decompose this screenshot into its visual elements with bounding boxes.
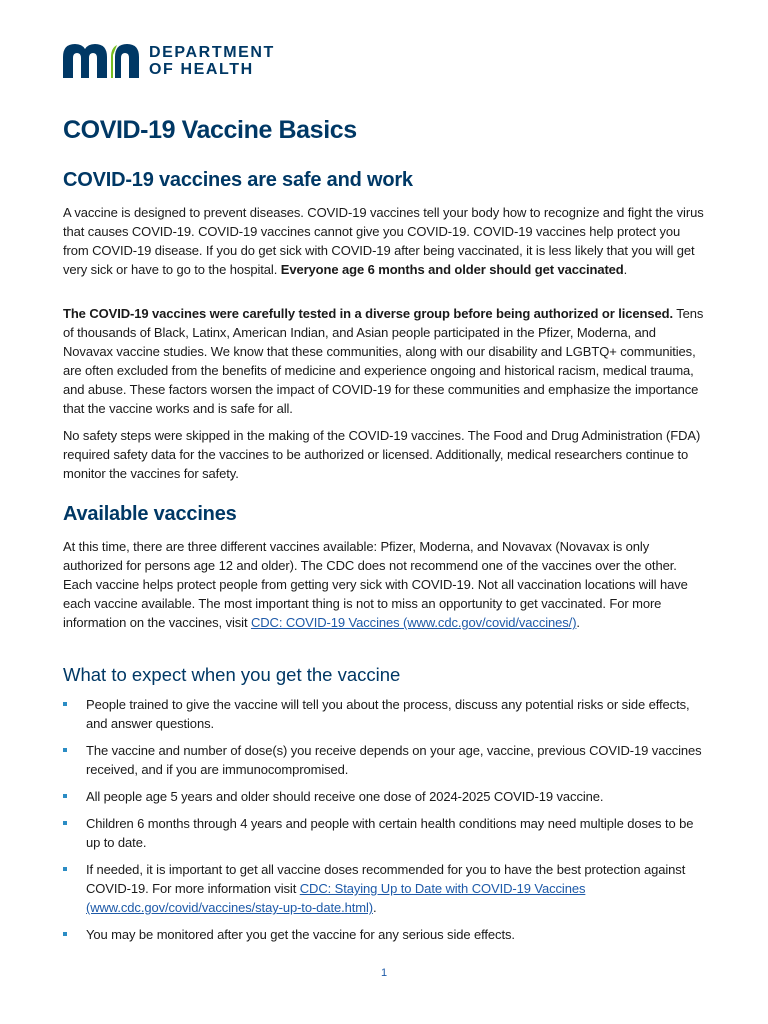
paragraph-text: At this time, there are three different vaccines available: Pfizer, Moderna, and Novavax (Novavax is only authorized for persons age 12 and older). The CDC does not recommend one of the vaccines over the other. Each vaccine helps protect people from getting very sick with COVID-19. Not all vaccination locations will have each vaccine available. The most important thing is not to miss an opportunity to get vaccinated. For more information on the vaccines, visit	[63, 539, 688, 630]
bullet-icon	[63, 932, 67, 936]
bullet-icon	[63, 702, 67, 706]
list-item-text: People trained to give the vaccine will tell you about the process, discuss any potential risks or side effects, and answer questions.	[86, 697, 690, 731]
punctuation: .	[576, 615, 580, 630]
page-number: 1	[380, 967, 388, 979]
paragraph-available-vaccines	[63, 537, 708, 632]
punctuation: .	[623, 262, 628, 277]
mdh-logo	[63, 44, 275, 78]
list-item	[63, 814, 708, 852]
logo-wordmark	[149, 44, 275, 78]
cdc-vaccines-link[interactable]: CDC: COVID-19 Vaccines (www.cdc.gov/covid/vaccines/)	[250, 615, 577, 630]
heading-what-to-expect: What to expect when you get the vaccine	[63, 664, 401, 685]
bullet-icon	[63, 748, 67, 752]
list-item-text: If needed, it is important to get all vaccine doses recommended for you to have the best protection against COVID-19. For more information visit	[86, 862, 686, 896]
logo-line-health: OF HEALTH	[149, 61, 254, 78]
list-item-text: The vaccine and number of dose(s) you receive depends on your age, vaccine, previous COVID-19 vaccines received, and if you are immunocompromised.	[86, 743, 702, 777]
emphasis-carefully-tested: The COVID-19 vaccines were carefully tested in a diverse group before being authorized or licensed.	[63, 306, 673, 321]
cdc-stay-up-to-date-link[interactable]: CDC: Staying Up to Date with COVID-19 Vaccines (www.cdc.gov/covid/vaccines/stay-up-to-date.html)	[86, 881, 586, 915]
mn-logo-mark	[63, 44, 139, 78]
heading-available-vaccines: Available vaccines	[63, 503, 237, 525]
bullet-icon	[63, 867, 67, 871]
list-item	[63, 787, 708, 806]
paragraph-text: A vaccine is designed to prevent diseases. COVID-19 vaccines tell your body how to recognize and fight the virus that causes COVID-19. COVID-19 vaccines cannot give you COVID-19. COVID-19 vaccines help protect you from COVID-19 disease. If you do get sick with COVID-19 after being vaccinated, it is less likely that you will get very sick or have to go to the hospital.	[63, 205, 704, 277]
list-item-text: Children 6 months through 4 years and people with certain health conditions may need multiple doses to be up to date.	[86, 816, 694, 850]
bullet-icon	[63, 821, 67, 825]
list-item	[63, 860, 708, 917]
paragraph-vaccine-design	[63, 203, 708, 279]
emphasis-everyone-vaccinated: Everyone age 6 months and older should get vaccinated	[280, 262, 624, 277]
heading-safe-and-work: COVID-19 vaccines are safe and work	[63, 169, 413, 191]
paragraph-safety-steps: No safety steps were skipped in the making of the COVID-19 vaccines. The Food and Drug Administration (FDA) required safety data for the vaccines to be authorized or licensed. Additionally, medical researchers continue to monitor the vaccines for safety.	[63, 428, 701, 481]
punctuation: .	[373, 900, 377, 915]
bullet-icon	[63, 794, 67, 798]
list-item	[63, 925, 708, 944]
list-item-text: All people age 5 years and older should receive one dose of 2024-2025 COVID-19 vaccine.	[86, 789, 604, 804]
list-item-text: You may be monitored after you get the vaccine for any serious side effects.	[86, 927, 515, 942]
paragraph-testing	[63, 304, 708, 418]
list-item	[63, 695, 708, 733]
logo-line-department: DEPARTMENT	[149, 44, 275, 61]
expectations-list	[63, 695, 708, 952]
page-title: COVID-19 Vaccine Basics	[63, 116, 357, 144]
paragraph-text: Tens of thousands of Black, Latinx, American Indian, and Asian people participated in the Pfizer, Moderna, and Novavax vaccine studies. We know that these communities, along with our disability and LGBTQ+ communities, are often excluded from the benefits of medicine and experience ongoing and historical racism, medical trauma, and abuse. These factors worsen the impact of COVID-19 for these communities and emphasize the importance that the vaccine works and is safe for all.	[63, 306, 704, 416]
list-item	[63, 741, 708, 779]
